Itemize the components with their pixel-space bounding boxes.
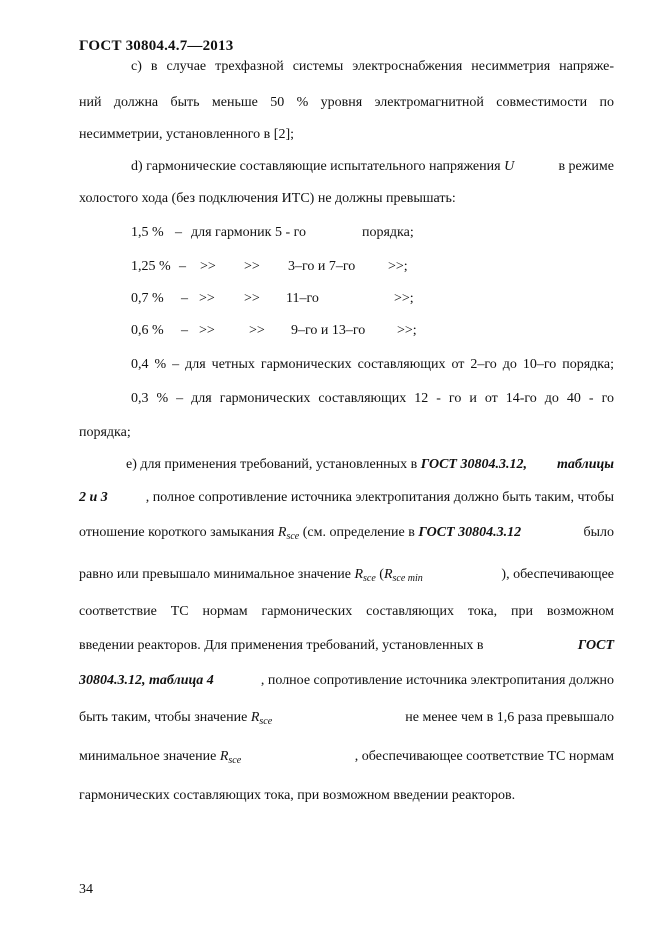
gost-reference: ГОСТ 30804.3.12 [420,457,524,472]
harmonic-row-5: 1,5 % – для гармоник 5 - го порядка; [131,225,414,240]
para-c-line-3: несимметрии, установленного в [2]; [79,127,295,142]
para-d-text: d) гармонические составляющие испытательного напряжения U [131,159,515,174]
gost-reference: 30804.3.12 [79,673,142,688]
para-e-line-8: быть таким, чтобы значение $R_{sce}$ не менее чем в 1,6 раза превышало [79,710,614,727]
para-e-line-4: равно или превышало минимальное значение $R_{sce}$ ($R_{sce min}$ ), обеспечивающее [79,567,614,584]
para-e-line-1: e) для применения требований, установленных в ГОСТ 30804.3.12, таблицы [126,457,614,472]
para-e-line-6: введении реакторов. Для применения требований, установленных в ГОСТ [79,638,614,653]
para-e-line-5: соответствие ТС нормам гармонических составляющих тока, при возможном [79,604,614,619]
para-d-line-2: холостого хода (без подключения ИТС) не должны превышать: [79,191,456,206]
rsce-symbol: $R_{sce}$ [354,567,376,584]
document-header: ГОСТ 30804.4.7—2013 [79,38,234,54]
page-number: 34 [79,882,93,897]
para-e-line-7: 30804.3.12, таблица 4 , полное сопротивление источника электропитания должно [79,673,614,688]
line-0-3-percent: 0,3 % – для гармонических составляющих 12 - го и от 14-го до 40 - го [131,391,614,406]
harmonic-row-3-7: 1,25 % – >> >> 3–го и 7–го >>; [131,259,408,274]
rsce-symbol: $R_{sce}$ [250,710,273,727]
line-0-3-continuation: порядка; [79,425,131,440]
para-d-tail: в режиме [558,159,614,174]
table-numbers: 2 и 3 [79,490,108,505]
para-c-line-1: c) в случае трехфазной системы электроснабжения несимметрия напряже- [131,59,614,74]
gost-reference: ГОСТ [577,638,614,653]
table-reference: таблицы [557,457,614,472]
harmonic-row-11: 0,7 % – >> >> 11–го >>; [131,291,414,306]
gost-reference: ГОСТ 30804.3.12 [418,525,522,540]
para-e-line-3: отношение короткого замыкания $R_{sce}$ (см. определение в ГОСТ 30804.3.12 было [79,525,614,542]
rsce-min-symbol: $R_{sce min}$ [383,567,423,584]
even-harmonics-line: 0,4 % – для четных гармонических составляющих от 2–го до 10–го порядка; [131,357,614,372]
para-e-line-9: минимальное значение $R_{sce}$ , обеспечивающее соответствие ТС нормам [79,749,614,766]
rsce-symbol: $R_{sce}$ [219,749,242,766]
table-reference: таблица 4 [149,673,214,688]
para-d-line-1 [131,158,614,176]
harmonic-row-9-13: 0,6 % – >> >> 9–го и 13–го >>; [131,323,417,338]
rsce-symbol: $R_{sce}$ [277,525,300,542]
para-c-line-2: ний должна быть меньше 50 % уровня электромагнитной совместимости по [79,95,614,110]
para-e-line-10: гармонических составляющих тока, при возможном введении реакторов. [79,788,516,803]
para-e-line-2: 2 и 3 , полное сопротивление источника электропитания должно быть таким, чтобы [79,490,614,505]
